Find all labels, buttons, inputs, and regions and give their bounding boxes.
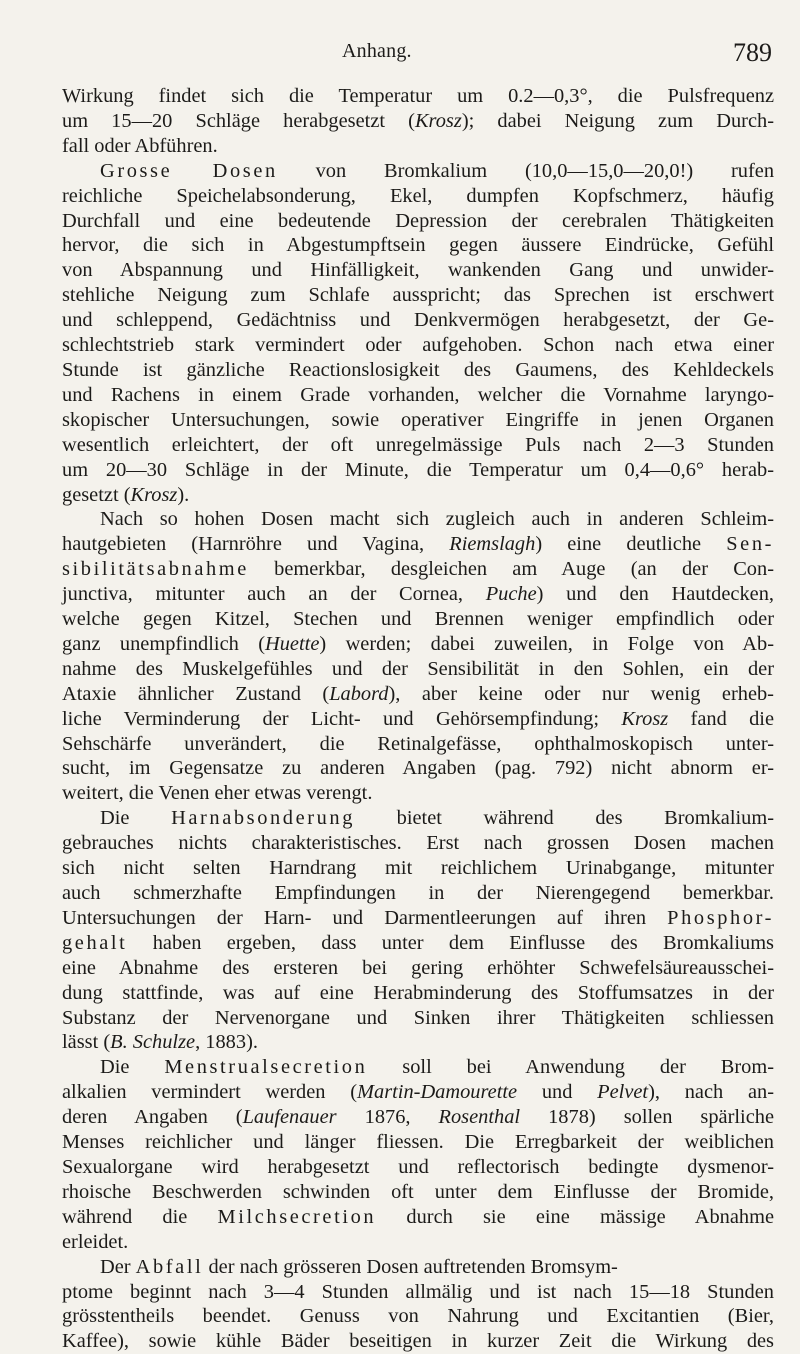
text-line: grösstentheils beendet. Genuss von Nahrung und Excitantien (Bier,	[62, 1305, 774, 1328]
italic-name: B. Schulze	[110, 1031, 196, 1054]
text-line: welche gegen Kitzel, Stechen und Brennen weniger empfindlich oder	[62, 608, 774, 631]
text-line: Sexualorgane wird herabgesetzt und reflectorisch bedingte dysmenor-	[62, 1155, 774, 1178]
text-line: erleidet.	[62, 1230, 129, 1253]
text-line: um 20—30 Schläge in der Minute, die Temperatur um 0,4—0,6° herab-	[62, 458, 774, 481]
text-line: wesentlich erleichtert, der oft unregelmässige Puls nach 2—3 Stunden	[62, 433, 774, 456]
text-line: auch schmerzhafte Empfindungen in der Nierengegend bemerkbar.	[62, 882, 774, 904]
text-line: weitert, die Venen eher etwas verengt.	[62, 782, 373, 805]
text-line: Grosse Dosen von Bromkalium (10,0—15,0—20,0!) rufen	[100, 159, 775, 182]
text-line: Der Abfall der nach grösseren Dosen auftretenden Bromsym-	[100, 1255, 618, 1278]
running-head-title: Anhang.	[342, 40, 412, 62]
spaced-term: Harnabsonderung	[171, 807, 356, 830]
text-line: Sehschärfe unverändert, die Retinalgefässe, ophthalmoskopisch unter-	[62, 732, 774, 755]
text-line: ptome beginnt nach 3—4 Stunden allmälig und ist nach 15—18 Stunden	[62, 1280, 774, 1303]
italic-name: Laufenauer	[242, 1106, 337, 1129]
italic-name: Rosenthal	[438, 1106, 521, 1129]
text-line: Wirkung findet sich die Temperatur um 0.2—0,3°, die Pulsfrequenz	[62, 85, 774, 107]
text-line: reichliche Speichelabsonderung, Ekel, dumpfen Kopfschmerz, häufig	[62, 184, 774, 207]
text-line: stehliche Neigung zum Schlafe ausspricht; das Sprechen ist erschwert	[62, 284, 774, 307]
text-line: und schleppend, Gedächtniss und Denkvermögen herabgesetzt, der Ge-	[62, 309, 774, 332]
text-line: Stunde ist gänzliche Reactionslosigkeit des Gaumens, des Kehldeckels	[62, 358, 774, 381]
text-line: Die Menstrualsecretion soll bei Anwendung der Brom-	[100, 1056, 774, 1079]
text-line: alkalien vermindert werden (Martin-Damourette und Pelvet), nach an-	[62, 1081, 774, 1104]
running-head	[0, 38, 800, 72]
text-line: gesetzt (Krosz).	[62, 483, 190, 506]
spaced-term: sibilitätsabnahme	[62, 558, 249, 581]
text-line: fall oder Abführen.	[62, 134, 218, 157]
italic-name: Krosz	[414, 109, 462, 132]
text-line: Die Harnabsonderung bietet während des Bromkalium-	[100, 807, 775, 830]
text-line: sibilitätsabnahme bemerkbar, desgleichen am Auge (an der Con-	[62, 558, 774, 581]
text-line: und Rachens in einem Grade vorhanden, welcher die Vornahme laryngo-	[62, 383, 774, 406]
text-line: dung stattfinde, was auf eine Herabminderung des Stoffumsatzes in der	[62, 981, 774, 1004]
text-line: junctiva, mitunter auch an der Cornea, Puche) und den Hautdecken,	[62, 583, 774, 606]
spaced-term: Menstrualsecretion	[164, 1056, 368, 1079]
italic-name: Krosz	[621, 707, 669, 730]
page-number: 789	[733, 38, 772, 67]
text-line: Nach so hohen Dosen macht sich zugleich auch in anderen Schleim-	[100, 508, 774, 531]
text-line: nahme des Muskelgefühles und der Sensibilität in den Sohlen, ein der	[62, 657, 774, 680]
italic-name: Puche	[485, 583, 537, 606]
text-line: Durchfall und eine bedeutende Depression der cerebralen Thätigkeiten	[62, 209, 774, 232]
text-line: sich nicht selten Harndrang mit reichlichem Urinabgange, mitunter	[62, 857, 774, 880]
text-line: sucht, im Gegensatze zu anderen Angaben (pag. 792) nicht abnorm er-	[62, 757, 774, 780]
italic-name: Martin-Damourette	[357, 1081, 518, 1104]
text-line: rhoische Beschwerden schwinden oft unter dem Einflusse der Bromide,	[62, 1180, 774, 1203]
text-line: Untersuchungen der Harn- und Darmentleerungen auf ihren Phosphor-	[62, 906, 774, 929]
spaced-term: gehalt	[62, 931, 128, 954]
text-line: von Abspannung und Hinfälligkeit, wankenden Gang und unwider-	[62, 259, 774, 282]
text-line: skopischer Untersuchungen, sowie operativer Eingriffe in jenen Organen	[62, 408, 774, 431]
text-line: Substanz der Nervenorgane und Sinken ihrer Thätigkeiten schliessen	[62, 1006, 774, 1029]
italic-name: Labord	[329, 682, 389, 705]
text-line: während die Milchsecretion durch sie eine mässige Abnahme	[62, 1205, 774, 1228]
text-line: hautgebieten (Harnröhre und Vagina, Riemslagh) eine deutliche Sen-	[62, 533, 775, 556]
italic-name: Pelvet	[597, 1081, 649, 1104]
spaced-term: Grosse Dosen	[100, 159, 278, 182]
text-line: schlechtstrieb stark vermindert oder aufgehoben. Schon nach etwa einer	[62, 334, 774, 357]
text-line: Ataxie ähnlicher Zustand (Labord), aber keine oder nur wenig erheb-	[62, 682, 774, 705]
spaced-term: Milchsecretion	[217, 1205, 377, 1228]
text-line: Menses reichlicher und länger fliessen. Die Erregbarkeit der weiblichen	[62, 1131, 774, 1154]
spaced-term: Sen-	[726, 533, 775, 556]
spaced-term: Abfall	[135, 1255, 204, 1278]
spaced-term: Phosphor-	[667, 906, 774, 929]
text-line: gebrauches nichts charakteristisches. Erst nach grossen Dosen machen	[62, 832, 774, 855]
text-line: um 15—20 Schläge herabgesetzt (Krosz); dabei Neigung zum Durch-	[62, 109, 774, 132]
text-line: eine Abnahme des ersteren bei gering erhöhter Schwefelsäureausschei-	[62, 956, 774, 979]
text-line: Kaffee), sowie kühle Bäder beseitigen in kurzer Zeit die Wirkung des	[62, 1330, 774, 1353]
italic-name: Huette	[265, 632, 320, 655]
body-text	[62, 84, 774, 1354]
italic-name: Riemslagh	[449, 533, 536, 556]
text-line: liche Verminderung der Licht- und Gehörsempfindung; Krosz fand die	[62, 707, 774, 730]
text-line: lässt (B. Schulze, 1883).	[62, 1031, 258, 1054]
text-line: ganz unempfindlich (Huette) werden; dabei zuweilen, in Folge von Ab-	[62, 632, 774, 655]
text-line: hervor, die sich in Abgestumpftsein gegen äussere Eindrücke, Gefühl	[62, 234, 774, 257]
text-line: deren Angaben (Laufenauer 1876, Rosenthal 1878) sollen spärliche	[62, 1106, 775, 1129]
text-line: gehalt haben ergeben, dass unter dem Einflusse des Bromkaliums	[62, 931, 774, 954]
italic-name: Krosz	[130, 483, 178, 506]
